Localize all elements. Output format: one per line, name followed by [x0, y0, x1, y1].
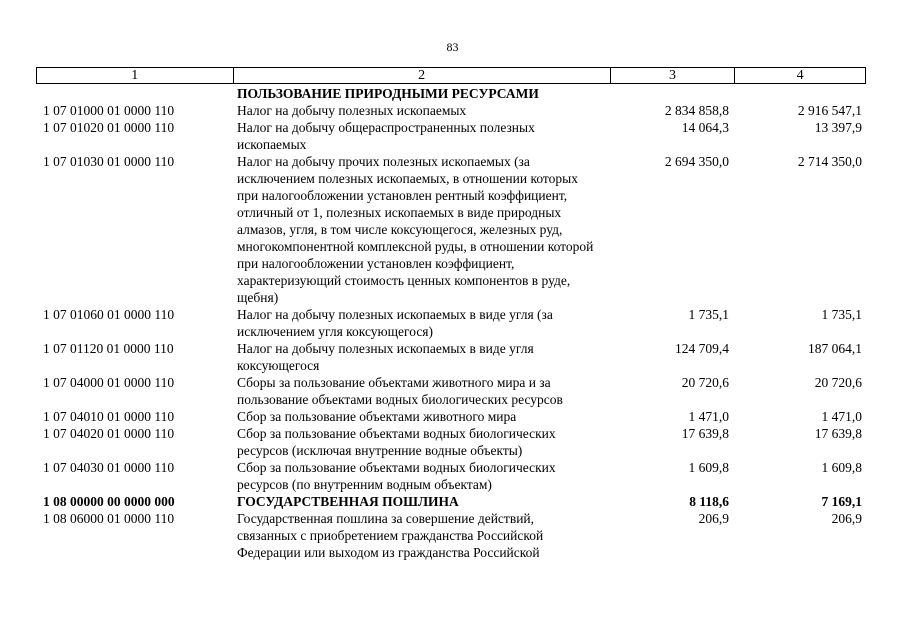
row-value-2024: 2 714 350,0: [797, 154, 862, 169]
table-row: [36, 493, 866, 510]
row-name: Сбор за пользование объектами водных биологических ресурсов (исключая внутренние водные объекты): [237, 426, 556, 458]
row-name: ГОСУДАРСТВЕННАЯ ПОШЛИНА: [237, 494, 459, 509]
table-row: [36, 340, 866, 374]
row-name: Государственная пошлина за совершение действий, связанных с приобретением гражданства Российской Федерации или выходом из гражданства Российской: [237, 511, 544, 560]
row-value-2023: 124 709,4: [675, 341, 729, 356]
row-code: 1 07 01000 01 0000 110: [43, 103, 175, 118]
row-value-2024: 1 471,0: [821, 409, 862, 424]
row-code: 1 07 01060 01 0000 110: [43, 307, 175, 322]
row-value-2023: 1 735,1: [688, 307, 729, 322]
table-row: [36, 425, 866, 459]
table-row: [36, 153, 866, 306]
row-value-2024: 206,9: [831, 511, 862, 526]
row-code: 1 08 00000 00 0000 000: [43, 494, 175, 509]
table-row: [36, 408, 866, 425]
table-row: [36, 374, 866, 408]
table-row: [36, 306, 866, 340]
row-name: Налог на добычу полезных ископаемых в виде угля (за исключением угля коксующегося): [237, 307, 553, 339]
row-value-2024: 1 609,8: [821, 460, 862, 475]
column-header-2: 2: [233, 68, 610, 83]
row-code: 1 07 01120 01 0000 110: [43, 341, 174, 356]
row-name: Налог на добычу полезных ископаемых в виде угля коксующегося: [237, 341, 534, 373]
row-value-2024: 1 735,1: [821, 307, 862, 322]
row-value-2023: 1 609,8: [688, 460, 729, 475]
row-value-2023: 2 694 350,0: [664, 154, 729, 169]
table-header: [36, 67, 866, 84]
row-value-2023: 14 064,3: [681, 120, 729, 135]
row-value-2024: 7 169,1: [821, 494, 862, 509]
table-row: [36, 459, 866, 493]
row-code: 1 07 01020 01 0000 110: [43, 120, 175, 135]
row-value-2024: 187 064,1: [808, 341, 862, 356]
row-value-2024: 13 397,9: [814, 120, 862, 135]
row-value-2024: 20 720,6: [814, 375, 862, 390]
column-header-3: 3: [610, 68, 735, 83]
row-name: Налог на добычу прочих полезных ископаемых (за исключением полезных ископаемых, в отношении которых при налогообложении установлен рентный коэффициент, отличный от 1, полезных ископаемых в виде природных алмазов, угля, в том числе коксующегося, железных руд, многокомпонентной комплексной руды, в отношении которой при налогообложении установлен коэффициент, характеризующий стоимость ценных компонентов в руде, щебня): [237, 154, 594, 305]
row-name: Налог на добычу общераспространенных полезных ископаемых: [237, 120, 535, 152]
table-row: [36, 102, 866, 119]
row-code: 1 08 06000 01 0000 110: [43, 511, 175, 526]
table-row: [36, 510, 866, 561]
row-code: 1 07 04020 01 0000 110: [43, 426, 175, 441]
row-code: 1 07 04030 01 0000 110: [43, 460, 175, 475]
page-number: 83: [446, 40, 459, 54]
table-row: [36, 119, 866, 153]
row-code: 1 07 04010 01 0000 110: [43, 409, 175, 424]
row-value-2024: 17 639,8: [814, 426, 862, 441]
row-value-2024: 2 916 547,1: [797, 103, 862, 118]
row-value-2023: 1 471,0: [688, 409, 729, 424]
column-header-4: 4: [734, 68, 865, 83]
row-name: Сбор за пользование объектами животного мира: [237, 409, 517, 424]
section-title: ПОЛЬЗОВАНИЕ ПРИРОДНЫМИ РЕСУРСАМИ: [237, 86, 539, 101]
row-value-2023: 17 639,8: [681, 426, 729, 441]
row-code: 1 07 04000 01 0000 110: [43, 375, 175, 390]
column-header-1: 1: [131, 68, 139, 83]
section-row: [36, 85, 866, 102]
row-name: Налог на добычу полезных ископаемых: [237, 103, 467, 118]
row-value-2023: 20 720,6: [681, 375, 729, 390]
row-value-2023: 206,9: [698, 511, 729, 526]
row-value-2023: 2 834 858,8: [664, 103, 729, 118]
table-body: [36, 85, 866, 561]
row-name: Сборы за пользование объектами животного мира и за пользование объектами водных биологических ресурсов: [237, 375, 563, 407]
row-name: Сбор за пользование объектами водных биологических ресурсов (по внутренним водным объектам): [237, 460, 556, 492]
row-value-2023: 8 118,6: [689, 494, 729, 509]
row-container: [36, 102, 866, 561]
row-code: 1 07 01030 01 0000 110: [43, 154, 175, 169]
